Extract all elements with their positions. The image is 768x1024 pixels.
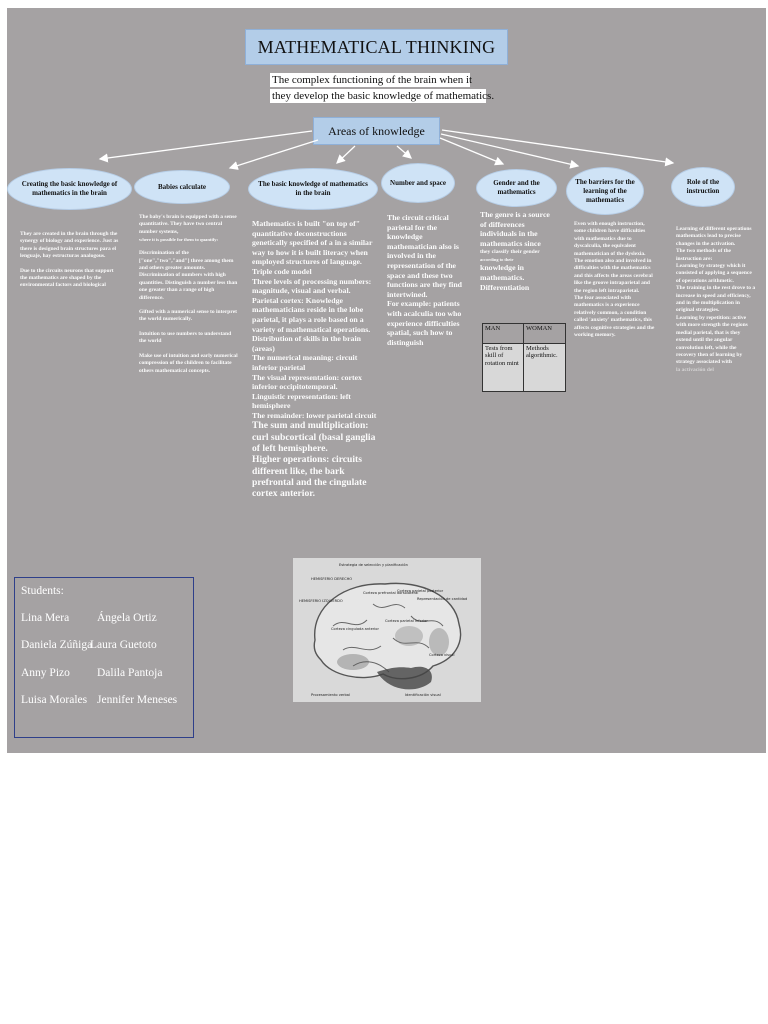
col-number-space-text [387, 213, 464, 347]
brain-label: Representación de cantidad [417, 597, 468, 601]
paragraph: Parietal cortex: Knowledge mathematicians reside in the lobe parietal, it plays a role based on a variety of mathematical operations. [252, 295, 371, 334]
paragraph: The remainder: lower parietal circuit [252, 410, 377, 420]
gender-table [482, 323, 566, 392]
paragraph: Even with enough instruction, some children have difficulties with mathematics due to dyscalculia, the equivalent mathematician of the dyslexia. [574, 221, 646, 257]
brain-label: Identificación visual [405, 693, 441, 697]
col-barriers-text [574, 221, 656, 340]
paragraph: The numerical meaning: circuit inferior parietal [252, 353, 358, 372]
paragraph: Intuition to use numbers to understand the world [139, 330, 232, 345]
students-box [14, 577, 194, 738]
paragraph: The training in the rest drove to a increase in speed and efficiency, and in the multiplication in original strategies. [676, 285, 756, 314]
gender-table-header: WOMAN [524, 324, 566, 344]
brain-label: Estrategia de selección y planificación [339, 563, 408, 567]
brain-label: Corteza prefrontal dorsolateral [363, 591, 419, 595]
paragraph: The circuit critical parietal for the knowledge mathematician also is involved in the representation of the space and these two functions are they find intertwined. [387, 213, 463, 299]
subtitle-line-2: they develop the basic knowledge of mathematics. [272, 90, 495, 102]
paragraph: la activación del [676, 366, 714, 373]
paragraph: The emotion also and involved in difficulties with the mathematics and this affects the areas cerebral like the groove intraparietal and the region left intraparietal. [574, 258, 653, 294]
subtitle-line-1: The complex functioning of the brain when it [272, 74, 473, 86]
paragraph: Distribution of skills in the brain (areas) [252, 334, 361, 353]
brain-label: Procesamiento verbal [311, 693, 350, 697]
arrow-to-creating [100, 131, 312, 159]
paragraph: The fear associated with mathematics is a experience relatively common, a condition called 'anxiety' mathematics, this affects cognitive strategies and the working memory. [574, 295, 655, 339]
branch-number-and-space: Number and space [382, 164, 454, 202]
student-name: Jennifer Meneses [97, 694, 178, 706]
gender-table-header: MAN [483, 324, 524, 344]
gender-table-cell: Tests from skill of rotation mint [483, 343, 524, 391]
brain-label: Corteza cingulada anterior [331, 627, 379, 631]
student-name: Dalila Pantoja [97, 667, 163, 679]
gender-table-cell: Methods algorithmic. [524, 343, 566, 391]
paragraph: The two methods of the instruction are: [676, 248, 731, 262]
paragraph: they classify their gender [480, 249, 540, 256]
branch-gender-mathematics: Gender and the mathematics [477, 170, 556, 206]
student-name: Daniela Zúñiga [21, 639, 93, 651]
arrow-to-barriers [441, 134, 578, 166]
brain-label: HEMISFERIO IZQUIERDO [299, 599, 343, 603]
paragraph: Linguistic representation: left hemisphere [252, 391, 351, 411]
paragraph: Three levels of processing numbers: magnitude, visual and verbal. [252, 276, 372, 296]
paragraph: Learning by repetition: active with more strength the regions medial parietal, that is they extend until the angular convolution left, while the recovery then of learning by strategy associated with [676, 314, 748, 366]
students-label: Students: [21, 585, 64, 597]
paragraph: They are created in the brain through the synergy of biology and experience. Just as there is designed brain structures para el lenguaje, hay estructuras analogous. [20, 231, 119, 260]
paragraph: Discrimination of the ["one","two","and"] three among them and others greater amounts. Discrimination of numbers with high quantities. Distinguish a number less than one greater than a range of high difference. [139, 250, 238, 301]
branch-role-instruction: Role of the instruction [672, 168, 734, 206]
arrow-to-basic-knowledge [337, 146, 355, 163]
student-name: Lina Mera [21, 612, 70, 624]
paragraph: according to their [480, 257, 514, 263]
paragraph: knowledge in mathematics. Differentiation [480, 263, 530, 292]
col-creating-text [20, 231, 120, 290]
brain-label: Corteza visual [429, 653, 455, 657]
col-basic-knowledge-text [252, 219, 380, 500]
branch-creating-basic-knowledge: Creating the basic knowledge of mathematics in the brain [8, 169, 131, 209]
paragraph: The sum and multiplication: curl subcortical (basal ganglia of left hemisphere. [252, 420, 376, 455]
paragraph: Due to the circuits neurons that support the mathematics are shaped by the environmental factors and biological [20, 267, 114, 289]
arrow-to-instruction [442, 130, 673, 163]
student-name: Luisa Morales [21, 694, 88, 706]
col-gender-text [480, 210, 552, 292]
brain-label: HEMISFERIO DERECHO [311, 577, 353, 581]
brain-label: Corteza parietal posterior [397, 589, 444, 593]
paragraph: The baby's brain is equipped with a sense quantitative. They have two central number systems, [139, 214, 237, 235]
paragraph: Make use of intuition and early numerical compression of the children to facilitate others mathematical concepts. [139, 352, 238, 374]
student-name: Ángela Ortiz [97, 612, 157, 624]
branch-babies-calculate: Babies calculate [135, 171, 229, 203]
branch-basic-knowledge-brain: The basic knowledge of mathematics in the brain [249, 169, 377, 209]
paragraph: Higher operations: circuits different like, the bark prefrontal and the cingulate cortex anterior. [252, 454, 367, 500]
student-name: Laura Guetoto [90, 639, 157, 651]
page-title: MATHEMATICAL THINKING [245, 29, 508, 65]
paragraph: Learning of different operations mathematics lead to precise changes in the activation. [676, 226, 752, 247]
paragraph: For example: patients with acalculia too who experience difficulties spatial, such how to distinguish [387, 299, 462, 347]
arrow-to-gender [440, 138, 503, 164]
col-babies-text [139, 214, 239, 375]
branch-barriers-learning: The barriers for the learning of the mathematics [567, 168, 643, 214]
student-name: Anny Pizo [21, 667, 70, 679]
brain-diagram-image [293, 558, 481, 702]
paragraph: Learning by strategy which it consisted of applying a sequence of operations arithmetic. [676, 263, 752, 284]
paragraph: Mathematics is built "on top of" quantitative deconstructions genetically specified of a in a similar way to how it is built literacy when employed structures of language. [252, 219, 373, 267]
arrow-to-number-space [397, 146, 411, 158]
paragraph: The genre is a source of differences individuals in the mathematics since [480, 210, 550, 248]
brain-illustration [293, 558, 481, 702]
paragraph: The visual representation: cortex inferior occipitotemporal. [252, 372, 362, 392]
paragraph: Gifted with a numerical sense to interpret the world numerically. [139, 309, 237, 323]
paragraph: Triple code model [252, 266, 312, 276]
areas-of-knowledge-box: Areas of knowledge [313, 117, 440, 145]
col-instruction-text [676, 226, 756, 508]
paragraph: where it is possible for them to quantify: [139, 237, 219, 243]
arrow-to-babies [230, 140, 318, 168]
brain-label: Corteza parietal inferior [385, 619, 428, 623]
